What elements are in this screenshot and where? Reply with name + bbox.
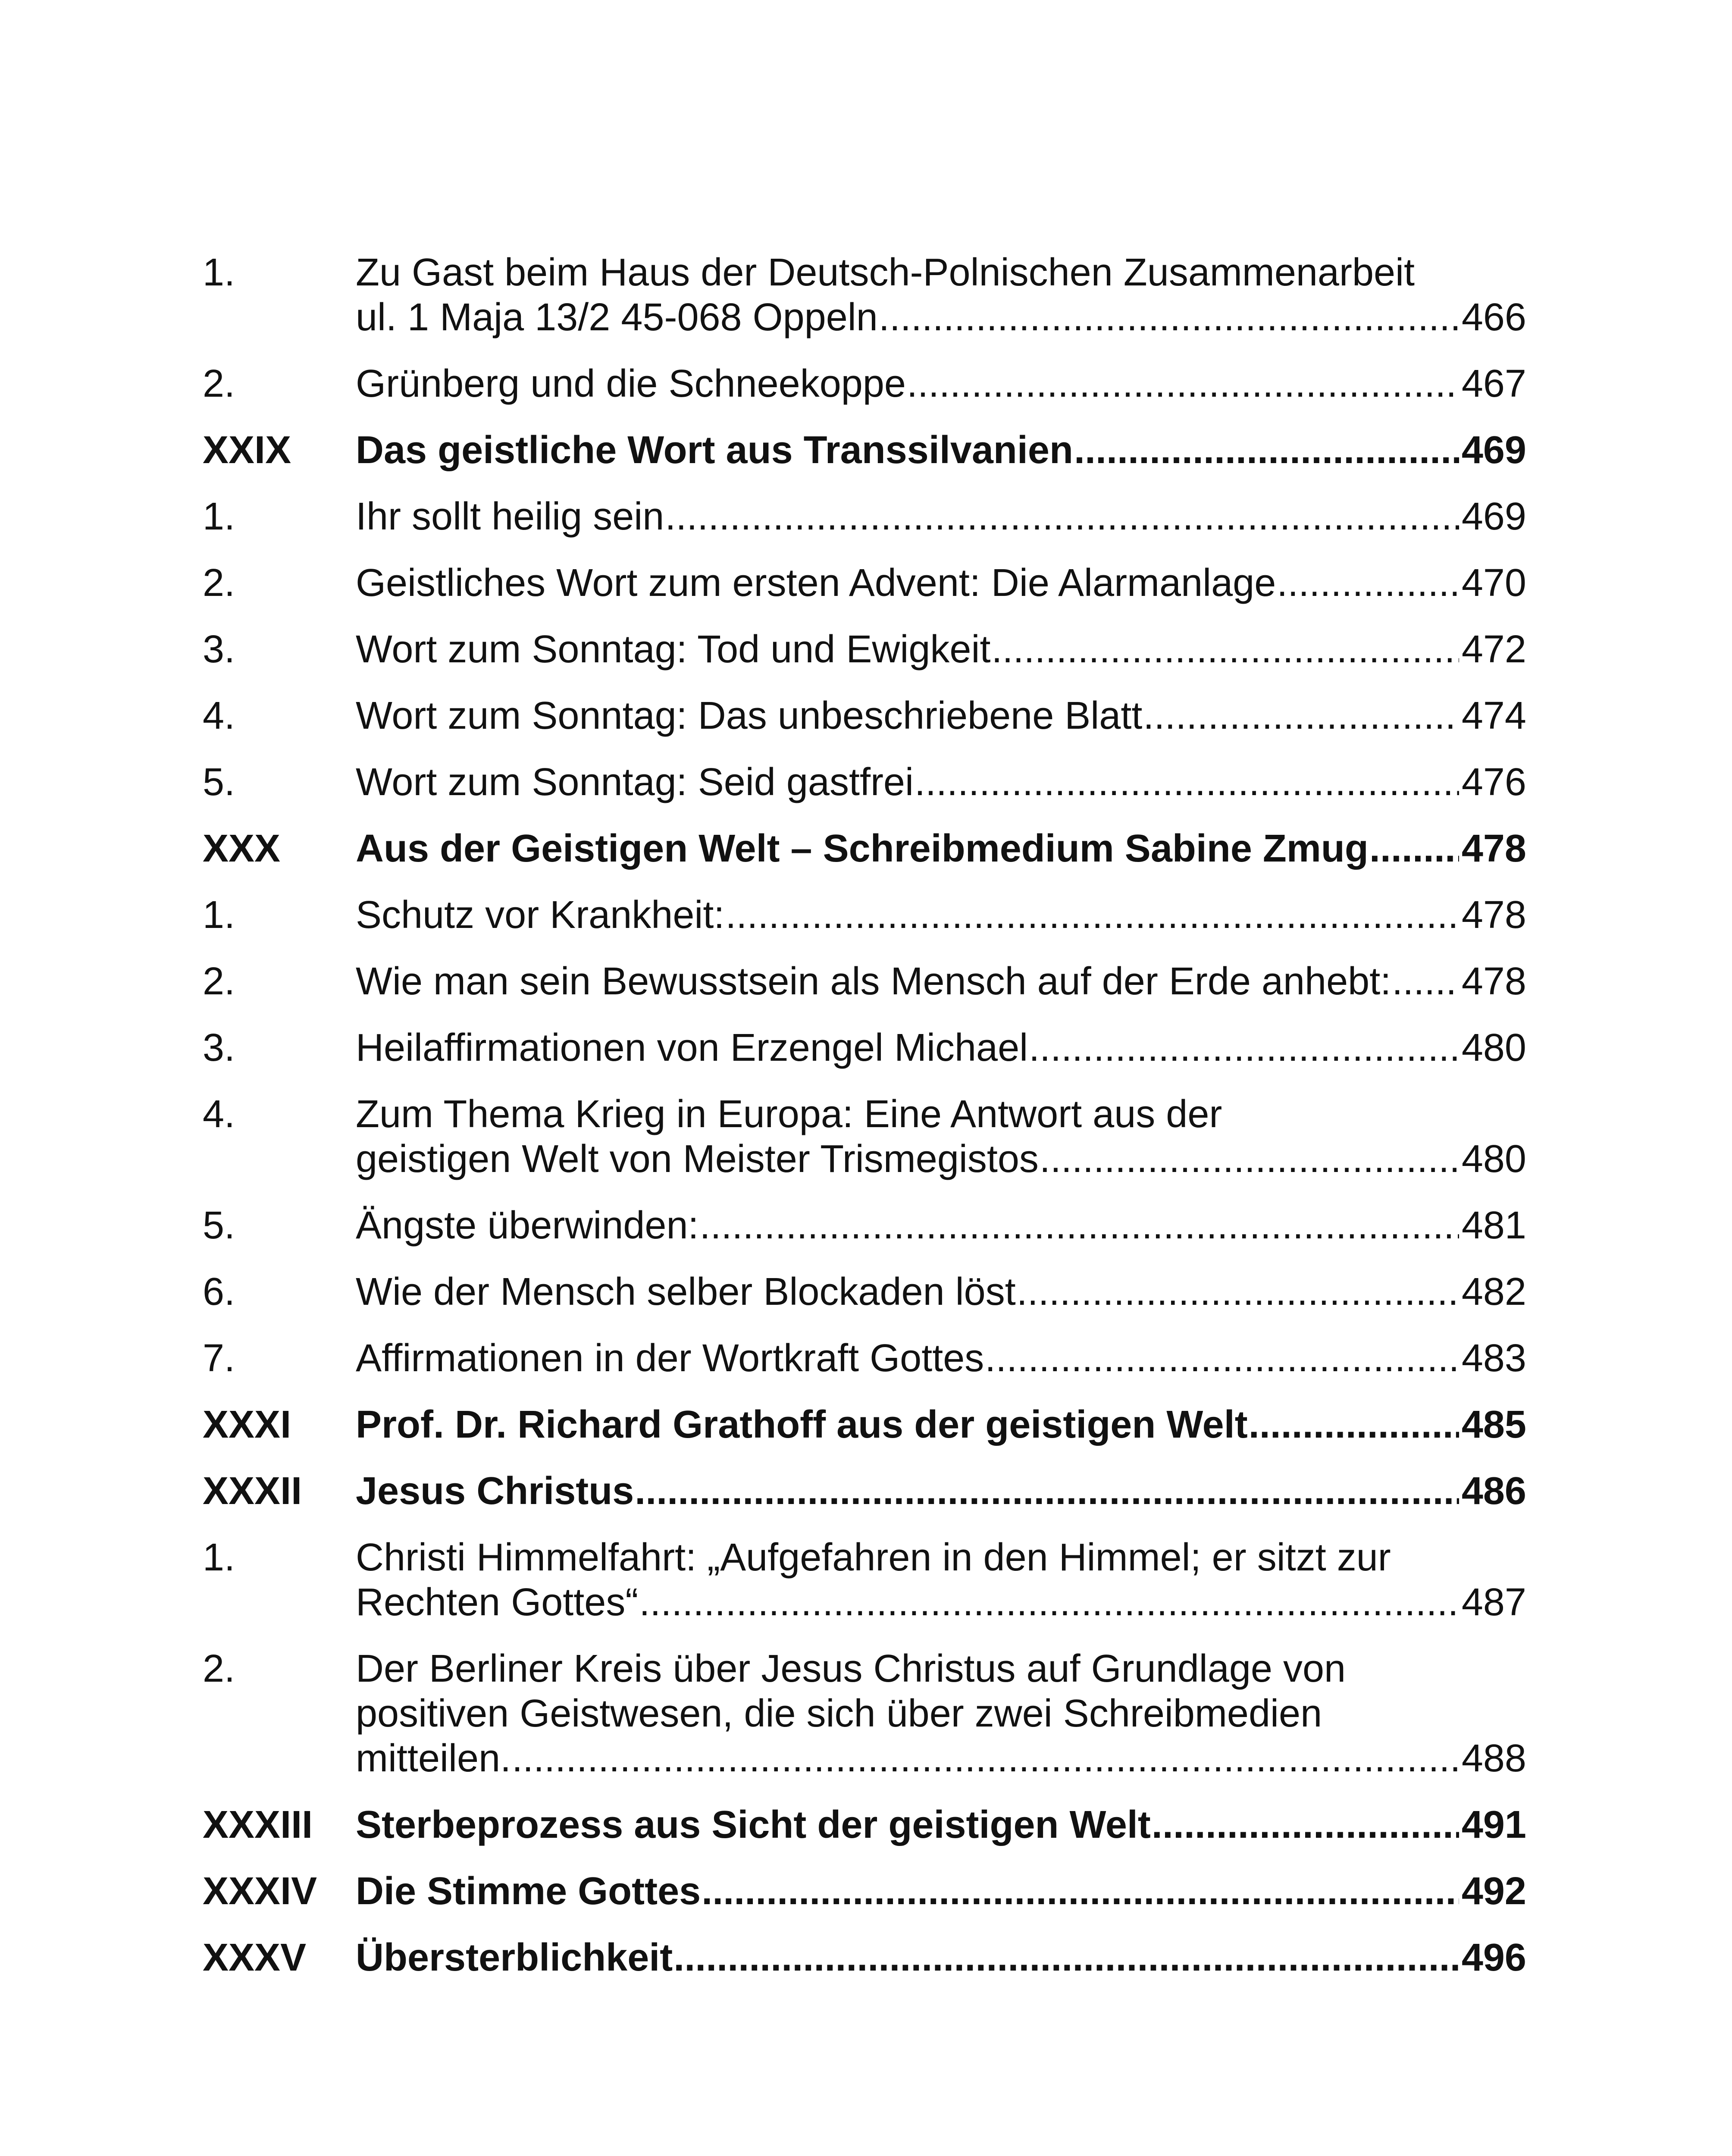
- toc-section-entry[interactable]: [203, 1203, 1526, 1248]
- toc-entry-title-line: positiven Geistwesen, die sich über zwei Schreibmedien: [356, 1692, 1322, 1735]
- toc-page-number: 483: [1461, 1337, 1526, 1380]
- toc-entry-last-line: [356, 1137, 1526, 1181]
- toc-entry-last-line: [356, 1336, 1526, 1381]
- dot-leader: [1143, 693, 1459, 738]
- toc-chapter-entry[interactable]: [203, 1402, 1526, 1447]
- toc-entry-number: 2.: [203, 960, 235, 1003]
- toc-entry-title: Heilaffirmationen von Erzengel Michael: [356, 1026, 1028, 1069]
- toc-entry-body: [356, 627, 1526, 672]
- toc-entry-body: [356, 1025, 1526, 1070]
- toc-entry-number: 1.: [203, 251, 235, 294]
- dot-leader: [907, 361, 1459, 406]
- toc-entry-body: [356, 1402, 1526, 1447]
- toc-page-number: 485: [1461, 1403, 1526, 1446]
- toc-section-entry[interactable]: [203, 1092, 1526, 1181]
- toc-entry-title: Prof. Dr. Richard Grathoff aus der geistigen Welt: [356, 1403, 1248, 1446]
- toc-section-entry[interactable]: [203, 250, 1526, 340]
- toc-section-entry[interactable]: [203, 361, 1526, 406]
- toc-entry-number: 2.: [203, 561, 235, 605]
- toc-entry-title: Ihr sollt heilig sein: [356, 495, 664, 538]
- dot-leader: [991, 627, 1459, 672]
- toc-entry-title-line: Zum Thema Krieg in Europa: Eine Antwort aus der: [356, 1093, 1222, 1136]
- toc-entry-body: [356, 893, 1526, 937]
- dot-leader: [702, 1869, 1459, 1914]
- toc-entry-body: [356, 428, 1526, 473]
- toc-page-number: 476: [1461, 761, 1526, 804]
- dot-leader: [879, 295, 1459, 340]
- dot-leader: [985, 1336, 1459, 1381]
- dot-leader: [915, 760, 1459, 805]
- toc-entry-title: Sterbeprozess aus Sicht der geistigen Welt: [356, 1803, 1151, 1846]
- toc-entry-last-line: [356, 1869, 1526, 1914]
- toc-page-number: 480: [1461, 1138, 1526, 1181]
- toc-page-number: 488: [1461, 1737, 1526, 1780]
- toc-section-entry[interactable]: [203, 959, 1526, 1004]
- toc-entry-last-line: [356, 1802, 1526, 1847]
- toc-entry-title: Wort zum Sonntag: Seid gastfrei: [356, 761, 914, 804]
- toc-entry-body: [356, 959, 1526, 1004]
- toc-entry-last-line: [356, 561, 1526, 605]
- toc-page-number: 486: [1461, 1470, 1526, 1513]
- toc-entry-body: [356, 1802, 1526, 1847]
- toc-entry-last-line: [356, 1935, 1526, 1980]
- dot-leader: [1074, 428, 1459, 473]
- toc-entry-title: mitteilen.: [356, 1737, 511, 1780]
- dot-leader: [673, 1935, 1459, 1980]
- toc-entry-last-line: [356, 1736, 1526, 1781]
- toc-entry-body: [356, 1469, 1526, 1514]
- toc-entry-body: [356, 1092, 1526, 1181]
- toc-entry-number: XXXIII: [203, 1803, 313, 1846]
- toc-entry-title: Übersterblichkeit: [356, 1936, 673, 1979]
- toc-entry-body: [356, 1336, 1526, 1381]
- dot-leader: [1152, 1802, 1459, 1847]
- toc-entry-last-line: [356, 295, 1526, 340]
- toc-entry-number: 5.: [203, 1204, 235, 1247]
- toc-entry-title: Schutz vor Krankheit:: [356, 893, 725, 937]
- toc-entry-number: 1.: [203, 1536, 235, 1579]
- toc-entry-body: [356, 1646, 1526, 1781]
- toc-chapter-entry[interactable]: [203, 1469, 1526, 1514]
- toc-entry-body: [356, 1935, 1526, 1980]
- toc-section-entry[interactable]: [203, 1646, 1526, 1781]
- toc-entry-title: Das geistliche Wort aus Transsilvanien: [356, 429, 1073, 472]
- toc-entry-title: Ängste überwinden:: [356, 1204, 699, 1247]
- toc-entry-last-line: [356, 1469, 1526, 1514]
- toc-page-number: 467: [1461, 362, 1526, 405]
- toc-entry-number: 4.: [203, 1093, 235, 1136]
- toc-page-number: 478: [1461, 960, 1526, 1003]
- toc-entry-title: Grünberg und die Schneekoppe: [356, 362, 906, 405]
- toc-entry-last-line: [356, 1203, 1526, 1248]
- toc-section-entry[interactable]: [203, 627, 1526, 672]
- toc-section-entry[interactable]: [203, 760, 1526, 805]
- toc-page-number: 487: [1461, 1581, 1526, 1624]
- toc-entry-title: Wie man sein Bewusstsein als Mensch auf der Erde anhebt:: [356, 960, 1391, 1003]
- toc-entry-body: [356, 494, 1526, 539]
- toc-section-entry[interactable]: [203, 893, 1526, 937]
- dot-leader: [700, 1203, 1459, 1248]
- dot-leader: [1040, 1137, 1459, 1181]
- toc-entry-body: [356, 693, 1526, 738]
- toc-section-entry[interactable]: [203, 1336, 1526, 1381]
- toc-entry-number: 1.: [203, 495, 235, 538]
- toc-entry-last-line: [356, 826, 1526, 871]
- toc-entry-body: [356, 361, 1526, 406]
- toc-entry-last-line: [356, 428, 1526, 473]
- toc-entry-title: Wie der Mensch selber Blockaden löst: [356, 1270, 1016, 1313]
- toc-entry-number: XXXV: [203, 1936, 307, 1979]
- toc-chapter-entry[interactable]: [203, 826, 1526, 871]
- toc-entry-number: 2.: [203, 1647, 235, 1690]
- dot-leader: [1369, 826, 1459, 871]
- toc-page-number: 469: [1461, 495, 1526, 538]
- toc-entry-number: XXIX: [203, 429, 291, 472]
- toc-entry-number: 7.: [203, 1337, 235, 1380]
- toc-entry-title: Geistliches Wort zum ersten Advent: Die Alarmanlage: [356, 561, 1276, 605]
- toc-entry-title: Wort zum Sonntag: Das unbeschriebene Blatt: [356, 694, 1143, 737]
- toc-entry-body: [356, 1269, 1526, 1314]
- toc-entry-title: Rechten Gottes“: [356, 1581, 639, 1624]
- toc-entry-title-line: Zu Gast beim Haus der Deutsch-Polnischen Zusammenarbeit: [356, 251, 1415, 294]
- toc-section-entry[interactable]: [203, 1025, 1526, 1070]
- toc-chapter-entry[interactable]: [203, 428, 1526, 473]
- toc-section-entry[interactable]: [203, 561, 1526, 605]
- toc-entry-title: Wort zum Sonntag: Tod und Ewigkeit: [356, 628, 991, 671]
- toc-page-number: 472: [1461, 628, 1526, 671]
- toc-page-number: 481: [1461, 1204, 1526, 1247]
- toc-entry-title: Affirmationen in der Wortkraft Gottes: [356, 1337, 984, 1380]
- toc-page-number: 470: [1461, 561, 1526, 605]
- toc-entry-last-line: [356, 760, 1526, 805]
- toc-page-number: 492: [1461, 1870, 1526, 1913]
- toc-entry-body: [356, 826, 1526, 871]
- toc-entry-last-line: [356, 1580, 1526, 1625]
- dot-leader: [1249, 1402, 1459, 1447]
- toc-section-entry[interactable]: [203, 1269, 1526, 1314]
- toc-page-number: 480: [1461, 1026, 1526, 1069]
- table-of-contents: [203, 250, 1526, 2002]
- toc-entry-title-line: Der Berliner Kreis über Jesus Christus auf Grundlage von: [356, 1647, 1346, 1690]
- toc-entry-body: [356, 1203, 1526, 1248]
- toc-entry-number: XXXII: [203, 1470, 302, 1513]
- toc-section-entry[interactable]: [203, 494, 1526, 539]
- toc-entry-number: 3.: [203, 628, 235, 671]
- toc-entry-last-line: [356, 627, 1526, 672]
- toc-entry-body: [356, 760, 1526, 805]
- toc-page-number: 478: [1461, 827, 1526, 870]
- toc-entry-title: geistigen Welt von Meister Trismegistos: [356, 1138, 1039, 1181]
- toc-entry-last-line: [356, 361, 1526, 406]
- dot-leader: [1392, 959, 1459, 1004]
- dot-leader: [635, 1469, 1459, 1514]
- toc-page-number: 491: [1461, 1803, 1526, 1846]
- toc-page-number: 478: [1461, 893, 1526, 937]
- toc-entry-number: XXXIV: [203, 1870, 317, 1913]
- toc-page-number: 496: [1461, 1936, 1526, 1979]
- toc-entry-number: 3.: [203, 1026, 235, 1069]
- toc-entry-number: XXXI: [203, 1403, 291, 1446]
- toc-entry-body: [356, 1535, 1526, 1625]
- toc-entry-number: 4.: [203, 694, 235, 737]
- toc-entry-last-line: [356, 1025, 1526, 1070]
- toc-entry-last-line: [356, 693, 1526, 738]
- toc-entry-title: ul. 1 Maja 13/2 45-068 Oppeln: [356, 296, 878, 339]
- toc-entry-number: 5.: [203, 761, 235, 804]
- dot-leader: [1017, 1269, 1459, 1314]
- dot-leader: [512, 1736, 1459, 1781]
- dot-leader: [725, 893, 1459, 937]
- toc-chapter-entry[interactable]: [203, 1935, 1526, 1980]
- toc-page-number: 466: [1461, 296, 1526, 339]
- toc-entry-last-line: [356, 494, 1526, 539]
- toc-entry-title: Aus der Geistigen Welt – Schreibmedium Sabine Zmug: [356, 827, 1369, 870]
- toc-chapter-entry[interactable]: [203, 1802, 1526, 1847]
- toc-entry-number: 6.: [203, 1270, 235, 1313]
- toc-entry-last-line: [356, 1402, 1526, 1447]
- toc-entry-title: Die Stimme Gottes: [356, 1870, 701, 1913]
- toc-entry-number: 1.: [203, 893, 235, 937]
- toc-page-number: 469: [1461, 429, 1526, 472]
- toc-page-number: 474: [1461, 694, 1526, 737]
- toc-entry-number: 2.: [203, 362, 235, 405]
- toc-section-entry[interactable]: [203, 1535, 1526, 1625]
- toc-entry-last-line: [356, 1269, 1526, 1314]
- toc-entry-number: XXX: [203, 827, 281, 870]
- dot-leader: [639, 1580, 1459, 1625]
- toc-entry-last-line: [356, 959, 1526, 1004]
- toc-entry-body: [356, 250, 1526, 340]
- toc-section-entry[interactable]: [203, 693, 1526, 738]
- dot-leader: [1029, 1025, 1459, 1070]
- toc-entry-body: [356, 561, 1526, 605]
- toc-entry-body: [356, 1869, 1526, 1914]
- toc-chapter-entry[interactable]: [203, 1869, 1526, 1914]
- toc-entry-title: Jesus Christus: [356, 1470, 634, 1513]
- toc-page-number: 482: [1461, 1270, 1526, 1313]
- dot-leader: [1277, 561, 1459, 605]
- toc-entry-title-line: Christi Himmelfahrt: „Aufgefahren in den Himmel; er sitzt zur: [356, 1536, 1391, 1579]
- toc-entry-last-line: [356, 893, 1526, 937]
- dot-leader: [665, 494, 1459, 539]
